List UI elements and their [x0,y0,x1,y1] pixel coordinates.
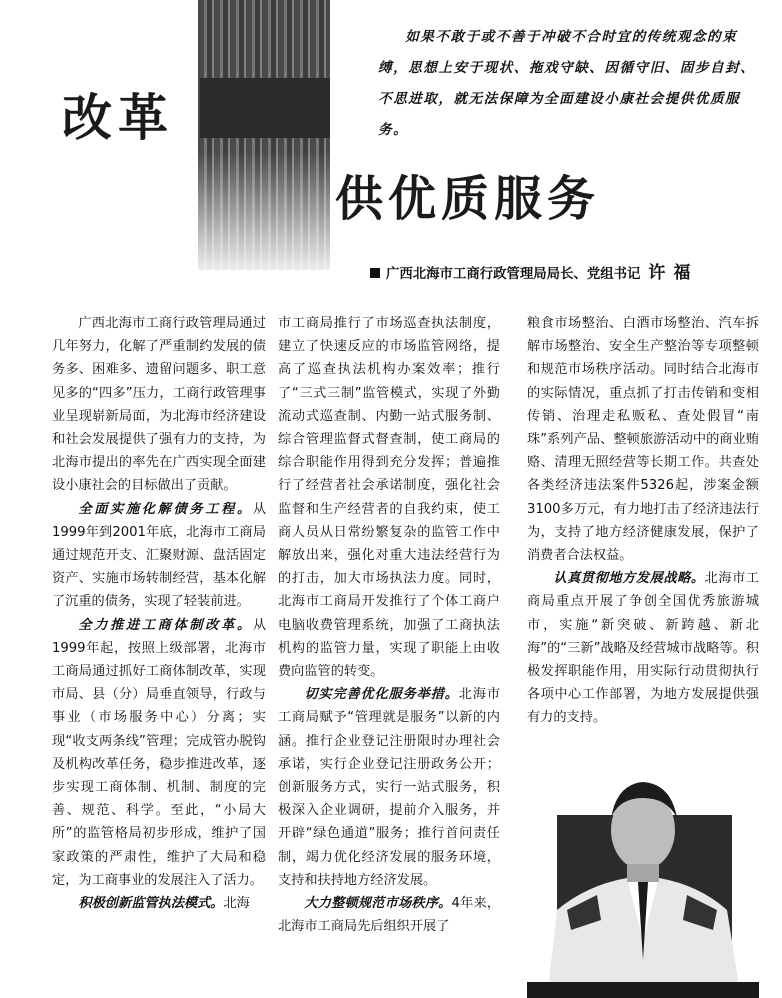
section-lead: 积极创新监管执法模式。 [78,896,224,912]
paragraph-text: 粮食市场整治、白酒市场整治、汽车拆解市场整治、安全生产整治等专项整顿和规范市场秩序活动。同时结合北海市的实际情况，重点抓了打击传销和变相传销、治理走私贩私、查处假冒“南珠”系列产品、整顿旅游活动中的商业贿赂、清理无照经营等长期工作。共查处各类经济违法案件5326起，涉案金额3100多万元，有力地打击了经济违法行为，支持了地方经济健康发展，保护了消费者合法权益。 [527,316,759,564]
article-column-1 [52,312,266,915]
paragraph-text: 北海 [223,896,250,912]
paragraph [52,892,266,915]
neck [627,864,659,882]
section-lead: 切实完善优化服务举措。 [304,687,459,703]
desk [527,982,759,998]
paragraph [278,683,500,892]
section-lead: 全面实施化解债务工程。 [78,501,253,517]
paragraph-text: 北海市工商局重点开展了争创全国优秀旅游城市，实施“新突破、新跨越、新北海”的“三新”战略及经营城市战略等。积极发挥职能作用，用实际行动贯彻执行各项中心工作部署，为地方发展提供强有力的支持。 [527,571,760,726]
paragraph-text: 广西北海市工商行政管理局通过几年努力，化解了严重制约发展的债务多、困难多、遗留问题多、职工意见多的“四多”压力，工商行政管理事业呈现崭新局面，为北海市经济建设和社会发展提供了强有力的支持，为北海市提出的率先在广西实现全面建设小康社会的目标做出了贡献。 [52,316,266,494]
section-lead: 认真贯彻地方发展战略。 [553,571,705,587]
header-texture-fade [198,150,330,270]
title-part-1: 改革 [62,89,174,147]
paragraph-text: 从1999年到2001年底，北海市工商局通过规范开支、汇聚财源、盘活固定资产、实施市场转制经营，基本化解了沉重的债务，实现了轻装前进。 [52,501,266,610]
paragraph [527,567,759,729]
paragraph [52,312,266,498]
paragraph-text: 市工商局推行了市场巡查执法制度，建立了快速反应的市场监管网络，提高了巡查执法机构办案效率；推行了“三式三制”监管模式，实现了外勤流动式巡查制、内勤一站式服务制、综合管理监督式督查制，使工商局的综合职能作用得到充分发挥；普遍推行了经营者社会承诺制度，强化社会监督和生产经营者的自我约束，使工商人员从日常纷繁复杂的监管工作中解放出来，强化对重大违法经营行为的打击，加大市场执法力度。同时，北海市工商局开发推行了个体工商户电脑收费管理系统，加强了工商执法机构的监管力量，实现了职能上由收费向监管的转变。 [278,316,500,680]
paragraph [278,312,500,683]
paragraph [52,498,266,614]
article-column-2 [278,312,500,938]
author-portrait [527,760,759,998]
paragraph [278,892,500,938]
paragraph [52,614,266,892]
byline-org: 广西北海市工商行政管理局局长、党组书记 [386,267,641,282]
title-part-2: 供优质服务 [335,171,601,227]
title-hidden-block [200,78,330,138]
pull-quote: 如果不敢于或不善于冲破不合时宜的传统观念的束缚，思想上安于现状、拖戏守缺、因循守旧、固步自封、不思进取，就无法保障为全面建设小康社会提供优质服务。 [378,29,756,138]
byline [370,258,765,283]
byline-name: 许福 [648,263,699,283]
byline-square-icon [370,268,380,278]
section-lead: 全力推进工商体制改革。 [78,617,253,633]
paragraph-text: 从1999年起，按照上级部署，北海市工商局通过抓好工商体制改革，实现市局、县（分）局垂直领导，行政与事业（市场服务中心）分离；实现“收支两条线”管理；完成管办脱钩及机构改革任务，稳步推进改革，逐步实现工商体制、机制、制度的完善、规范、科学。至此，“小局大所”的监管格局初步形成，维护了国家政策的严肃性，维护了大局和稳定，为工商事业的发展注入了活力。 [52,617,266,888]
article-column-3 [527,312,759,730]
paragraph-text: 北海市工商局赋予“管理就是服务”以新的内涵。推行企业登记注册限时办理社会承诺，实行企业登记注册政务公开；创新服务方式，实行一站式服务，积极深入企业调研，提前介入服务，并开辟“绿色通道”服务；推行首问责任制，竭力优化经济发展的服务环境，支持和扶持地方经济发展。 [278,687,501,888]
paragraph-text: 4年来，北海市工商局先后组织开展了 [278,896,501,935]
paragraph [527,312,759,567]
section-lead: 大力整顿规范市场秩序。 [304,896,452,912]
